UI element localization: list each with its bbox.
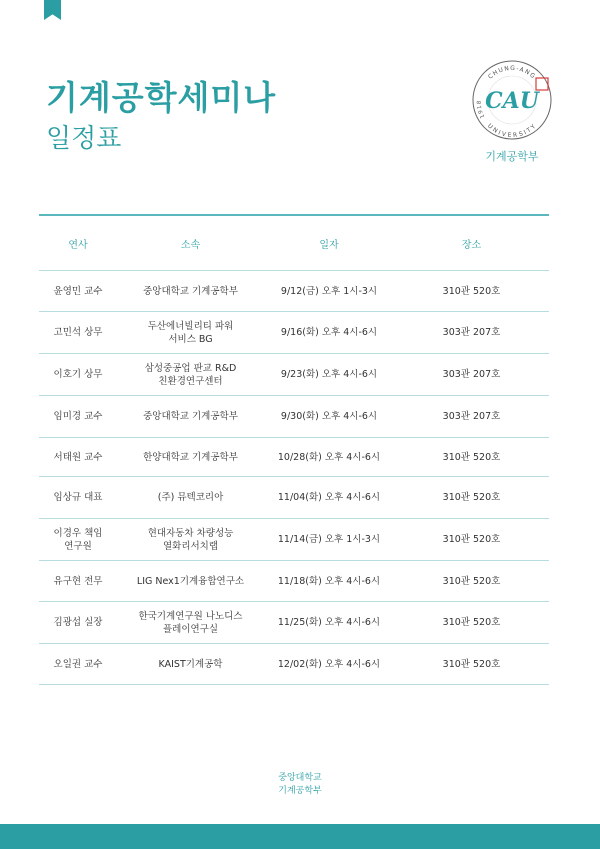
logo-ring-top: CHUNG-ANG xyxy=(486,64,538,81)
affiliation-cell: (주) 뮤텍코리아 xyxy=(157,492,224,503)
affiliation-cell: 현대자동차 차량성능 열화리서치랩 xyxy=(147,527,234,552)
speaker-cell: 임미경 교수 xyxy=(53,411,103,422)
place-cell: 310관 520호 xyxy=(442,285,501,297)
speaker-cell: 윤영민 교수 xyxy=(53,285,103,297)
table-row xyxy=(39,353,549,395)
place-cell: 310관 520호 xyxy=(442,658,501,670)
speaker-cell: 오일권 교수 xyxy=(53,658,103,670)
logo-ring-bottom: UNIVERSITY xyxy=(486,122,539,140)
table-row xyxy=(39,643,549,685)
table-body xyxy=(39,270,549,685)
place-cell: 303관 207호 xyxy=(442,369,501,380)
speaker-cell: 이경우 책임 연구원 xyxy=(53,527,103,552)
table-row xyxy=(39,437,549,476)
table-row xyxy=(39,476,549,518)
table-row xyxy=(39,311,549,353)
date-cell: 12/02(화) 오후 4시-6시 xyxy=(277,658,381,670)
date-cell: 11/04(화) 오후 4시-6시 xyxy=(277,492,381,503)
speaker-cell: 임상규 대표 xyxy=(53,492,103,503)
column-header-place: 장소 xyxy=(461,239,482,251)
university-seal-logo xyxy=(470,58,554,142)
place-cell: 310관 520호 xyxy=(442,492,501,503)
table-row xyxy=(39,395,549,437)
affiliation-cell: 두산에너빌리티 파워 서비스 BG xyxy=(147,320,234,345)
speaker-cell: 이호기 상무 xyxy=(53,369,103,380)
logo-caption: 기계공학부 xyxy=(485,150,539,163)
page-subtitle: 일정표 xyxy=(46,124,122,154)
date-cell: 9/30(화) 오후 4시-6시 xyxy=(280,411,378,422)
logo-mark: CAU xyxy=(485,88,539,114)
column-header-date: 일자 xyxy=(319,239,339,251)
date-cell: 9/23(화) 오후 4시-6시 xyxy=(280,369,378,380)
speaker-cell: 서태원 교수 xyxy=(53,451,103,463)
table-row xyxy=(39,601,549,643)
speaker-cell: 김광섭 실장 xyxy=(53,617,103,628)
place-cell: 310관 520호 xyxy=(442,575,501,587)
affiliation-cell: LIG Nex1기계융합연구소 xyxy=(136,575,245,587)
date-cell: 9/12(금) 오후 1시-3시 xyxy=(280,285,378,297)
page-title: 기계공학세미나 xyxy=(46,78,277,117)
column-header-affiliation: 소속 xyxy=(180,239,201,251)
footer-bar xyxy=(0,824,600,849)
seminar-schedule-table xyxy=(39,214,549,685)
bookmark-icon xyxy=(44,0,61,20)
table-row xyxy=(39,518,549,560)
place-cell: 310관 520호 xyxy=(442,617,501,628)
date-cell: 11/25(화) 오후 4시-6시 xyxy=(277,617,381,628)
affiliation-cell: 중앙대학교 기계공학부 xyxy=(143,285,238,297)
svg-text:CHUNG-ANG xyxy=(487,65,537,81)
place-cell: 303관 207호 xyxy=(442,411,501,422)
footer-university: 중앙대학교 xyxy=(278,773,322,783)
logo-ring-year: 1918 xyxy=(476,99,487,119)
affiliation-cell: 중앙대학교 기계공학부 xyxy=(143,411,238,422)
footer-text xyxy=(0,772,600,798)
date-cell: 9/16(화) 오후 4시-6시 xyxy=(280,327,378,338)
table-row xyxy=(39,270,549,311)
table-row xyxy=(39,560,549,601)
place-cell: 310관 520호 xyxy=(442,451,501,463)
speaker-cell: 고민석 상무 xyxy=(53,327,103,338)
speaker-cell: 유구현 전무 xyxy=(53,575,103,587)
affiliation-cell: 한양대학교 기계공학부 xyxy=(143,451,238,463)
affiliation-cell: KAIST기계공학 xyxy=(158,658,223,670)
date-cell: 10/28(화) 오후 4시-6시 xyxy=(277,451,381,463)
place-cell: 310관 520호 xyxy=(442,534,501,545)
footer-department: 기계공학부 xyxy=(278,786,322,796)
place-cell: 303관 207호 xyxy=(442,327,501,338)
date-cell: 11/14(금) 오후 1시-3시 xyxy=(277,534,381,545)
table-header xyxy=(39,216,549,270)
affiliation-cell: 한국기계연구원 나노디스 플레이연구실 xyxy=(138,610,243,635)
column-header-speaker: 연사 xyxy=(68,239,88,251)
date-cell: 11/18(화) 오후 4시-6시 xyxy=(277,575,381,587)
svg-text:UNIVERSITY xyxy=(486,122,538,139)
affiliation-cell: 삼성중공업 판교 R&D 친환경연구센터 xyxy=(144,362,237,387)
